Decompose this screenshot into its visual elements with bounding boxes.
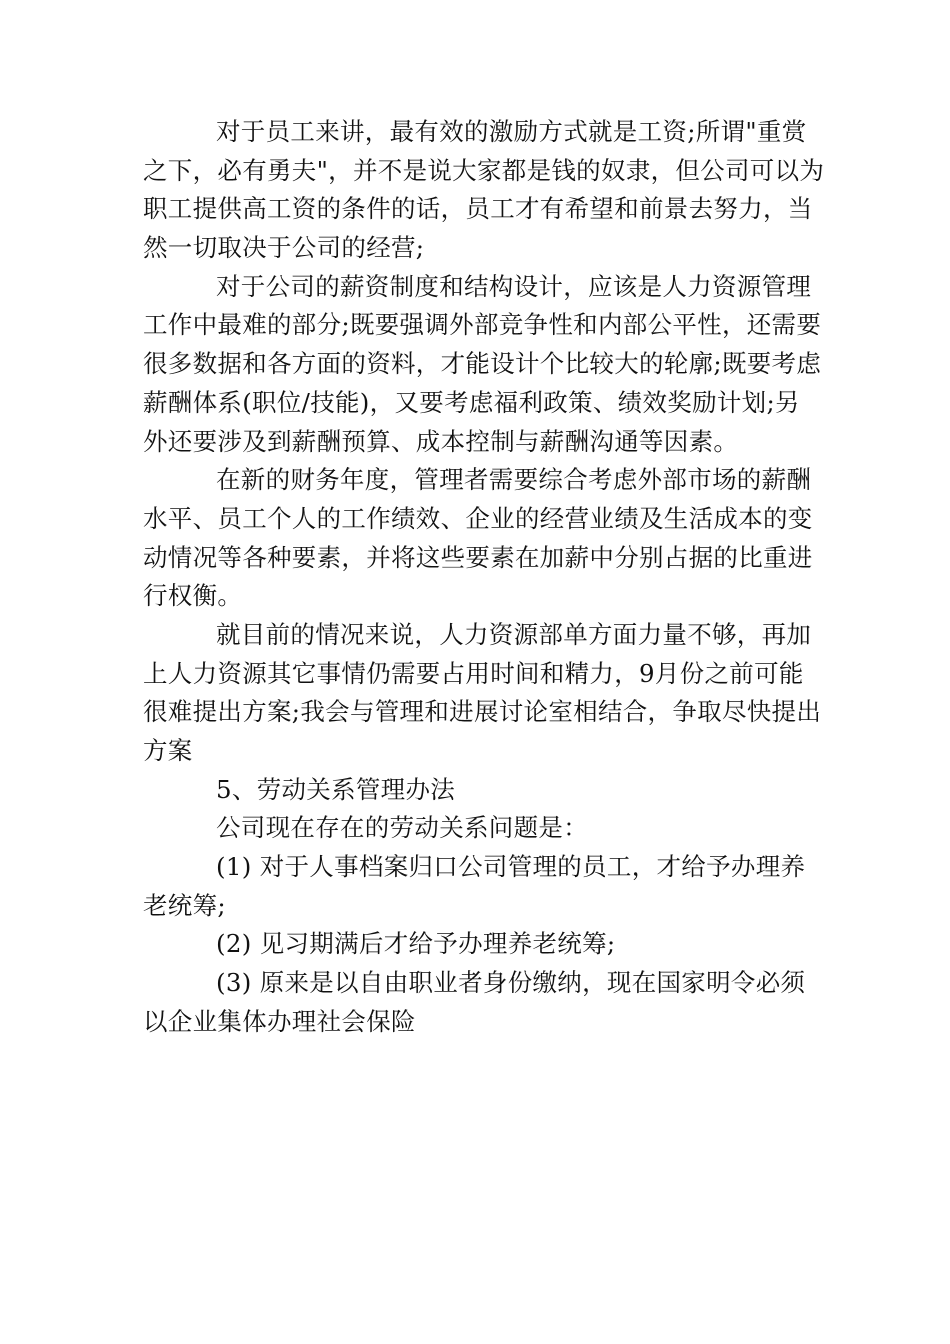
text-line: 就目前的情况来说，人力资源部单方面力量不够，再加	[216, 619, 812, 649]
list-item: (3) 原来是以自由职业者身份缴纳，现在国家明令必须	[216, 968, 806, 998]
text-line: 行权衡。	[143, 581, 243, 611]
text-line: 之下，必有勇夫"，并不是说大家都是钱的奴隶，但公司可以为	[143, 155, 825, 185]
text-line: 动情况等各种要素，并将这些要素在加薪中分别占据的比重进	[143, 542, 813, 572]
text-line: 以企业集体办理社会保险	[143, 1006, 416, 1036]
text-line: 方案	[143, 736, 193, 765]
text-line: 老统筹;	[143, 890, 226, 920]
text-line: 公司现在存在的劳动关系问题是：	[216, 813, 588, 843]
text-line: 职工提供高工资的条件的话，员工才有希望和前景去努力，当	[143, 194, 813, 224]
text-line: 在新的财务年度，管理者需要综合考虑外部市场的薪酬	[216, 465, 812, 495]
section-heading: 5、劳动关系管理办法	[216, 774, 456, 804]
text-line: 对于公司的薪资制度和结构设计，应该是人力资源管理	[216, 271, 812, 301]
text-line: 对于员工来讲，最有效的激励方式就是工资;所谓"重赏	[216, 117, 807, 146]
text-line: 外还要涉及到薪酬预算、成本控制与薪酬沟通等因素。	[143, 426, 739, 456]
list-item: (2) 见习期满后才给予办理养老统筹;	[216, 929, 616, 959]
list-item: (1) 对于人事档案归口公司管理的员工，才给予办理养	[216, 852, 806, 882]
text-line: 很多数据和各方面的资料，才能设计个比较大的轮廓;既要考虑	[143, 349, 822, 379]
text-line: 很难提出方案;我会与管理和进展讨论室相结合，争取尽快提出	[143, 697, 822, 727]
document-body	[143, 113, 825, 1042]
text-line: 上人力资源其它事情仍需要占用时间和精力，9月份之前可能	[143, 658, 804, 688]
text-line: 水平、员工个人的工作绩效、企业的经营业绩及生活成本的变	[143, 503, 813, 533]
text-line: 工作中最难的部分;既要强调外部竞争性和内部公平性，还需要	[143, 310, 822, 340]
text-line: 然一切取决于公司的经营;	[143, 233, 425, 263]
text-line: 薪酬体系(职位/技能)，又要考虑福利政策、绩效奖励计划;另	[143, 387, 800, 417]
